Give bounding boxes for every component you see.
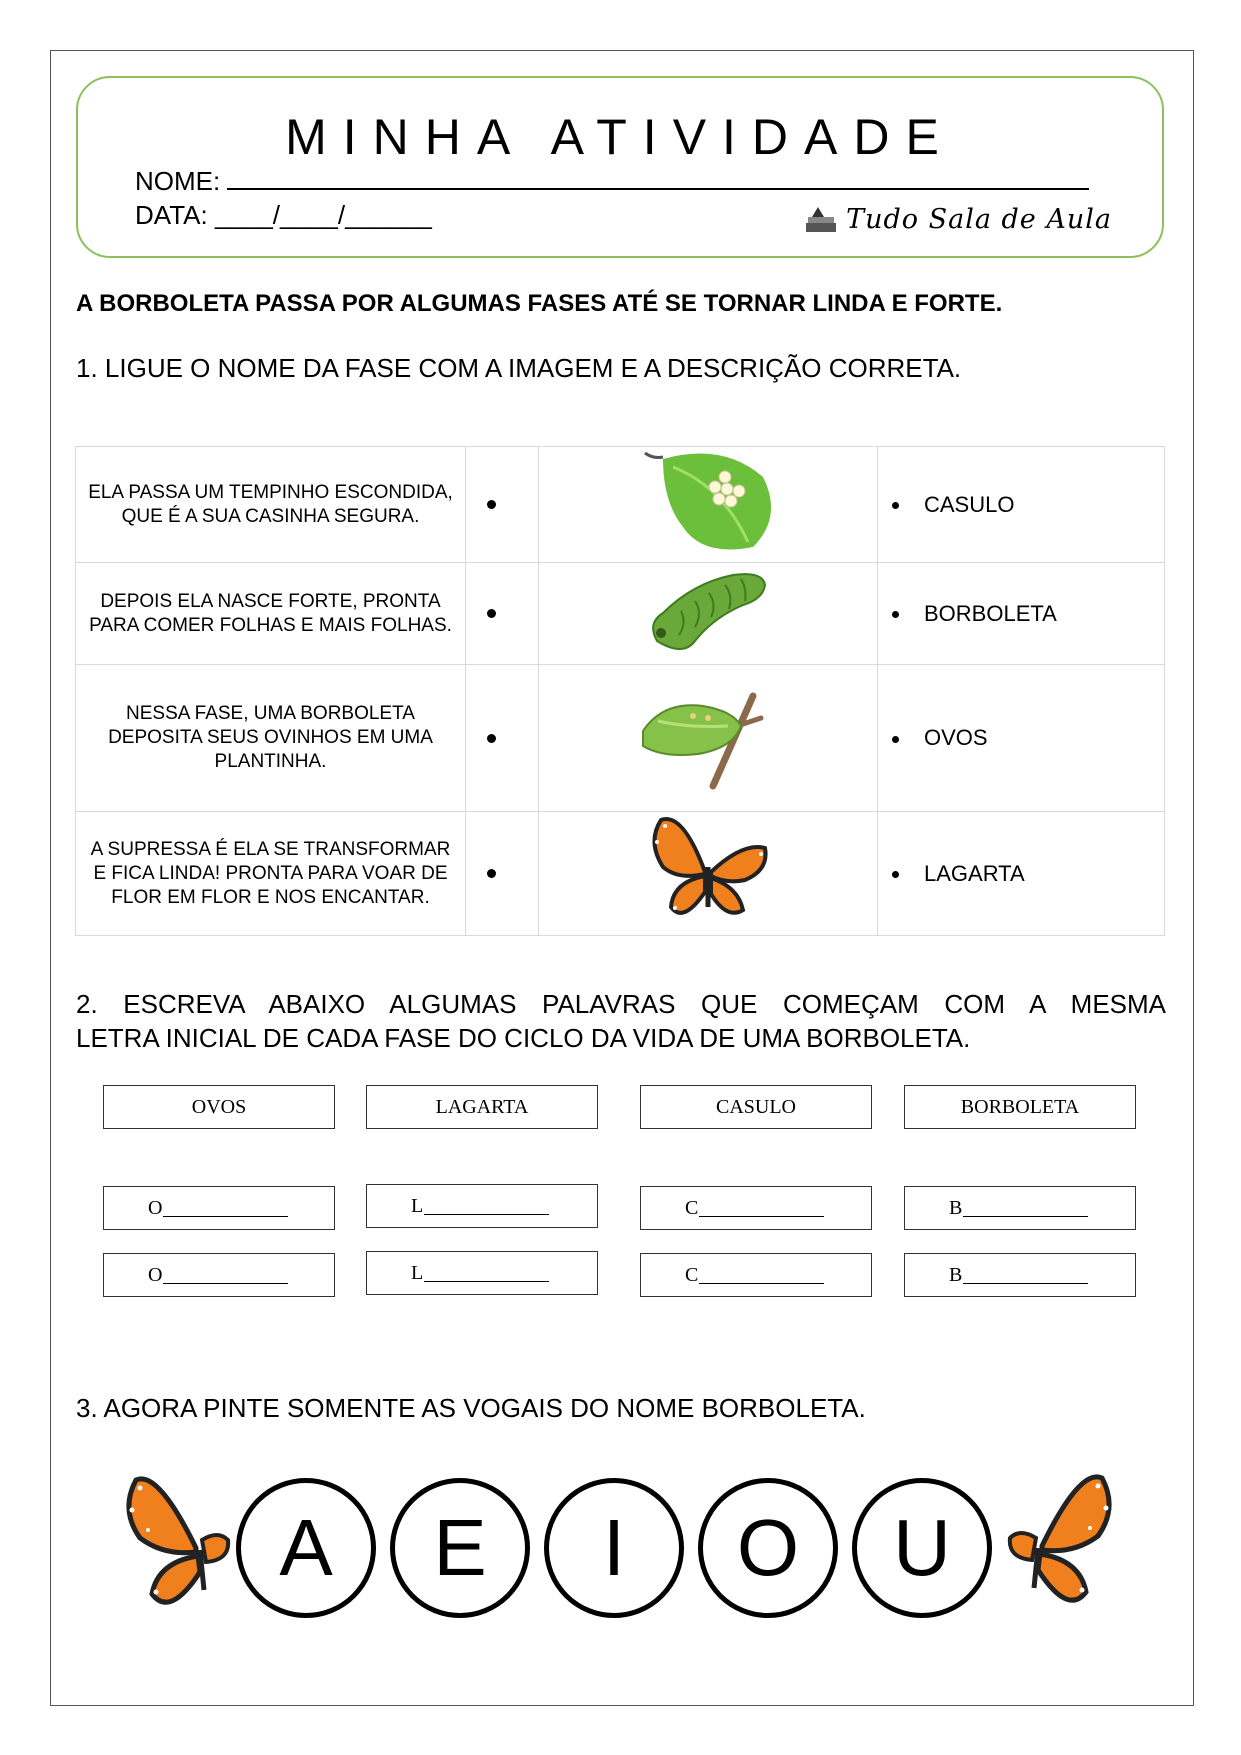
book-stack-icon	[804, 205, 840, 235]
vowel-circle-o[interactable]: O	[698, 1478, 838, 1618]
connect-dot[interactable]	[487, 609, 496, 618]
chrysalis-icon	[633, 676, 783, 796]
phase-name: CASULO	[924, 491, 1015, 517]
connect-dot[interactable]	[487, 500, 496, 509]
write-blank[interactable]	[963, 1200, 1088, 1217]
phase-name-cell[interactable]	[878, 447, 1165, 563]
initial-letter: B	[949, 1263, 963, 1286]
name-field[interactable]	[135, 166, 1089, 197]
initial-letter: C	[685, 1196, 699, 1219]
bullet-dot	[892, 871, 899, 878]
intro-text: A BORBOLETA PASSA POR ALGUMAS FASES ATÉ SE TORNAR LINDA E FORTE.	[76, 290, 1003, 317]
monarch-butterfly-icon	[643, 812, 773, 930]
caterpillar-image	[539, 563, 878, 665]
matching-table	[75, 446, 1165, 936]
question-2-prompt	[76, 987, 1166, 1055]
description-cell: ELA PASSA UM TEMPINHO ESCONDIDA, QUE É A SUA CASINHA SEGURA.	[76, 447, 466, 563]
phase-name: OVOS	[924, 725, 988, 750]
question-1-prompt: 1. LIGUE O NOME DA FASE COM A IMAGEM E A DESCRIÇÃO CORRETA.	[76, 353, 962, 383]
write-blank[interactable]	[699, 1267, 824, 1284]
table-row	[76, 563, 1165, 665]
question-3-prompt: 3. AGORA PINTE SOMENTE AS VOGAIS DO NOME BORBOLETA.	[76, 1393, 866, 1423]
page-title: MINHA ATIVIDADE	[285, 109, 955, 165]
name-label: NOME:	[135, 166, 221, 196]
chrysalis-image	[539, 665, 878, 812]
bullet-dot	[892, 502, 899, 509]
header-box	[76, 76, 1164, 258]
phase-name-cell[interactable]	[878, 563, 1165, 665]
write-box-c-2[interactable]	[640, 1253, 872, 1297]
vowel-circle-u[interactable]: U	[852, 1478, 992, 1618]
leaf-eggs-icon	[633, 447, 783, 557]
left-butterfly-icon	[118, 1470, 238, 1620]
initial-letter: C	[685, 1263, 699, 1286]
table-row	[76, 665, 1165, 812]
label-box-ovos: OVOS	[103, 1085, 335, 1129]
bullet-dot	[892, 736, 899, 743]
connect-dot-cell[interactable]	[466, 563, 539, 665]
vowel-circle-a[interactable]: A	[236, 1478, 376, 1618]
phase-name-cell[interactable]	[878, 812, 1165, 936]
initial-letter: L	[411, 1194, 424, 1217]
date-label: DATA:	[135, 200, 208, 230]
phase-name: LAGARTA	[924, 860, 1025, 886]
bullet-dot	[892, 611, 899, 618]
write-box-o-1[interactable]	[103, 1186, 335, 1230]
initial-letter: B	[949, 1196, 963, 1219]
write-box-b-1[interactable]	[904, 1186, 1136, 1230]
write-box-c-1[interactable]	[640, 1186, 872, 1230]
connect-dot[interactable]	[487, 869, 496, 878]
initial-letter: O	[148, 1196, 163, 1219]
connect-dot[interactable]	[487, 734, 496, 743]
butterfly-image	[539, 812, 878, 936]
date-field[interactable]	[135, 200, 432, 231]
write-box-o-2[interactable]	[103, 1253, 335, 1297]
connect-dot-cell[interactable]	[466, 447, 539, 563]
label-box-casulo: CASULO	[640, 1085, 872, 1129]
write-box-b-2[interactable]	[904, 1253, 1136, 1297]
write-blank[interactable]	[163, 1267, 288, 1284]
vowel-circle-e[interactable]: E	[390, 1478, 530, 1618]
initial-letter: L	[411, 1261, 424, 1284]
label-box-borboleta: BORBOLETA	[904, 1085, 1136, 1129]
question-2-line-2: LETRA INICIAL DE CADA FASE DO CICLO DA VIDA DE UMA BORBOLETA.	[76, 1023, 971, 1053]
write-blank[interactable]	[963, 1267, 1088, 1284]
description-cell: NESSA FASE, UMA BORBOLETA DEPOSITA SEUS OVINHOS EM UMA PLANTINHA.	[76, 665, 466, 812]
table-row	[76, 447, 1165, 563]
write-blank[interactable]	[424, 1265, 549, 1282]
vowel-circle-i[interactable]: I	[544, 1478, 684, 1618]
right-butterfly-icon	[1000, 1468, 1120, 1618]
phase-name: BORBOLETA	[924, 600, 1057, 626]
connect-dot-cell[interactable]	[466, 665, 539, 812]
brand-logo	[804, 204, 1112, 235]
leaf-with-eggs-image	[539, 447, 878, 563]
brand-text: Tudo Sala de Aula	[846, 204, 1112, 235]
table-row	[76, 812, 1165, 936]
initial-letter: O	[148, 1263, 163, 1286]
description-cell: A SUPRESSA É ELA SE TRANSFORMAR E FICA LINDA! PRONTA PARA VOAR DE FLOR EM FLOR E NOS ENCANTAR.	[76, 812, 466, 936]
label-box-lagarta: LAGARTA	[366, 1085, 598, 1129]
description-cell: DEPOIS ELA NASCE FORTE, PRONTA PARA COMER FOLHAS E MAIS FOLHAS.	[76, 563, 466, 665]
date-blank[interactable]: ____/____/______	[214, 200, 432, 230]
write-box-l-2[interactable]	[366, 1251, 598, 1295]
connect-dot-cell[interactable]	[466, 812, 539, 936]
write-box-l-1[interactable]	[366, 1184, 598, 1228]
write-blank[interactable]	[424, 1198, 549, 1215]
write-blank[interactable]	[163, 1200, 288, 1217]
write-blank[interactable]	[699, 1200, 824, 1217]
name-blank-line[interactable]	[227, 166, 1089, 190]
question-2-line-1: 2. ESCREVA ABAIXO ALGUMAS PALAVRAS QUE COMEÇAM COM A MESMA	[76, 989, 1166, 1019]
phase-name-cell[interactable]	[878, 665, 1165, 812]
caterpillar-icon	[643, 563, 773, 659]
